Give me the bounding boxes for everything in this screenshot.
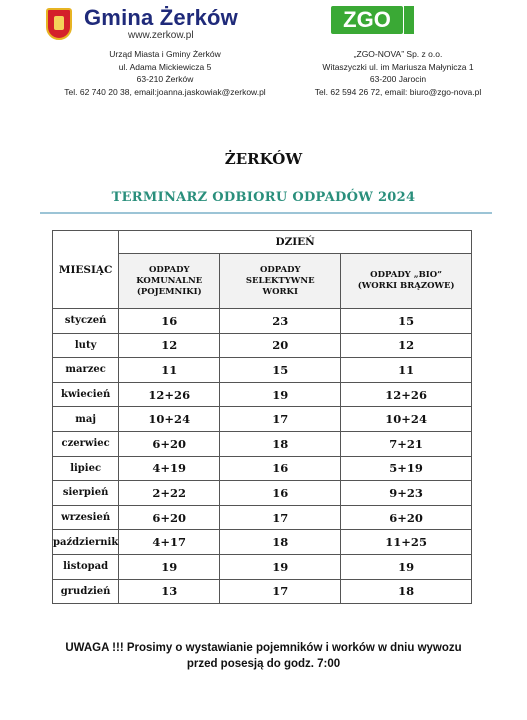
month-cell: czerwiec — [53, 431, 119, 456]
col-header-line: (WORKI BRĄZOWE) — [357, 281, 455, 291]
komunalne-cell: 12+26 — [119, 382, 220, 407]
bio-cell: 7+21 — [341, 431, 472, 456]
table-row — [53, 579, 472, 604]
bio-cell: 15 — [341, 309, 472, 334]
komunalne-cell: 16 — [119, 309, 220, 334]
selektywne-cell: 20 — [220, 333, 341, 358]
zgo-logo: ZGO — [331, 6, 403, 34]
selektywne-cell: 16 — [220, 456, 341, 481]
schedule-rows — [53, 309, 472, 604]
komunalne-cell: 11 — [119, 358, 220, 383]
month-cell: styczeń — [53, 309, 119, 334]
zgo-logo-tag-icon — [404, 6, 414, 34]
col-header-komunalne — [119, 254, 220, 309]
table-row — [53, 481, 472, 506]
table-row — [53, 554, 472, 579]
komunalne-cell: 13 — [119, 579, 220, 604]
title-divider — [40, 212, 492, 214]
schedule-title: TERMINARZ ODBIORU ODPADÓW 2024 — [111, 190, 416, 205]
month-cell: październik — [53, 530, 119, 555]
bio-cell: 11+25 — [341, 530, 472, 555]
komunalne-cell: 19 — [119, 554, 220, 579]
month-cell: kwiecień — [53, 382, 119, 407]
bio-cell: 12+26 — [341, 382, 472, 407]
bio-cell: 9+23 — [341, 481, 472, 506]
bio-cell: 11 — [341, 358, 472, 383]
selektywne-cell: 19 — [220, 382, 341, 407]
bio-cell: 10+24 — [341, 407, 472, 432]
selektywne-cell: 16 — [220, 481, 341, 506]
notice-text — [20, 640, 507, 672]
table-row — [53, 333, 472, 358]
komunalne-cell: 6+20 — [119, 505, 220, 530]
address-line: „ZGO-NOVA” Sp. z o.o. — [353, 49, 443, 59]
day-header: DZIEŃ — [119, 231, 472, 254]
bio-cell: 12 — [341, 333, 472, 358]
table-row — [53, 505, 472, 530]
col-header-line: ODPADY — [259, 264, 301, 275]
notice-line: przed posesją do godz. 7:00 — [186, 658, 341, 670]
notice-line: UWAGA !!! Prosimy o wystawianie pojemników i worków w dniu wywozu — [65, 642, 462, 654]
selektywne-cell: 18 — [220, 530, 341, 555]
month-cell: listopad — [53, 554, 119, 579]
table-row — [53, 358, 472, 383]
bio-cell: 19 — [341, 554, 472, 579]
left-address-block — [40, 48, 290, 98]
schedule-table — [52, 230, 472, 604]
selektywne-cell: 18 — [220, 431, 341, 456]
col-header-bio — [341, 254, 472, 309]
bio-cell: 5+19 — [341, 456, 472, 481]
right-address-block — [278, 48, 518, 98]
table-row — [53, 309, 472, 334]
bio-cell: 6+20 — [341, 505, 472, 530]
city-heading: ŻERKÓW — [224, 150, 303, 168]
selektywne-cell: 17 — [220, 505, 341, 530]
table-row — [53, 382, 472, 407]
month-header: MIESIĄC — [53, 231, 119, 309]
komunalne-cell: 10+24 — [119, 407, 220, 432]
col-header-selektywne — [220, 254, 341, 309]
selektywne-cell: 17 — [220, 579, 341, 604]
address-line: ul. Adama Mickiewicza 5 — [118, 61, 212, 72]
month-cell: grudzień — [53, 579, 119, 604]
komunalne-cell: 4+19 — [119, 456, 220, 481]
col-header-line: KOMUNALNE — [136, 275, 203, 286]
month-cell: lipiec — [53, 456, 119, 481]
address-line: Witaszyczki ul. im Mariusza Małynicza 1 — [322, 61, 474, 72]
month-cell: maj — [53, 407, 119, 432]
address-line: 63-210 Żerków — [136, 74, 194, 84]
komunalne-cell: 2+22 — [119, 481, 220, 506]
month-cell: luty — [53, 333, 119, 358]
selektywne-cell: 19 — [220, 554, 341, 579]
selektywne-cell: 23 — [220, 309, 341, 334]
bio-cell: 18 — [341, 579, 472, 604]
komunalne-cell: 12 — [119, 333, 220, 358]
address-contact: Tel. 62 740 20 38, email:joanna.jaskowiak@zerkow.pl — [64, 86, 266, 97]
table-row — [53, 431, 472, 456]
selektywne-cell: 17 — [220, 407, 341, 432]
address-contact: Tel. 62 594 26 72, email: biuro@zgo-nova.pl — [314, 86, 482, 97]
gmina-crest-icon — [46, 8, 72, 40]
table-row — [53, 530, 472, 555]
address-line: Urząd Miasta i Gminy Żerków — [109, 49, 221, 59]
col-header-line: SELEKTYWNE — [245, 275, 315, 286]
col-header-line: ODPADY „BIO” — [370, 270, 443, 280]
address-line: 63-200 Jarocin — [369, 74, 427, 84]
col-header-line: (POJEMNIKI) — [136, 286, 202, 297]
gmina-name: Gmina Żerków — [84, 5, 238, 30]
table-row — [53, 407, 472, 432]
col-header-line: WORKI — [262, 286, 298, 297]
col-header-line: ODPADY — [148, 264, 190, 275]
komunalne-cell: 6+20 — [119, 431, 220, 456]
gmina-url[interactable]: www.zerkow.pl — [128, 30, 194, 41]
table-row — [53, 456, 472, 481]
month-cell: marzec — [53, 358, 119, 383]
month-cell: wrzesień — [53, 505, 119, 530]
month-cell: sierpień — [53, 481, 119, 506]
komunalne-cell: 4+17 — [119, 530, 220, 555]
selektywne-cell: 15 — [220, 358, 341, 383]
